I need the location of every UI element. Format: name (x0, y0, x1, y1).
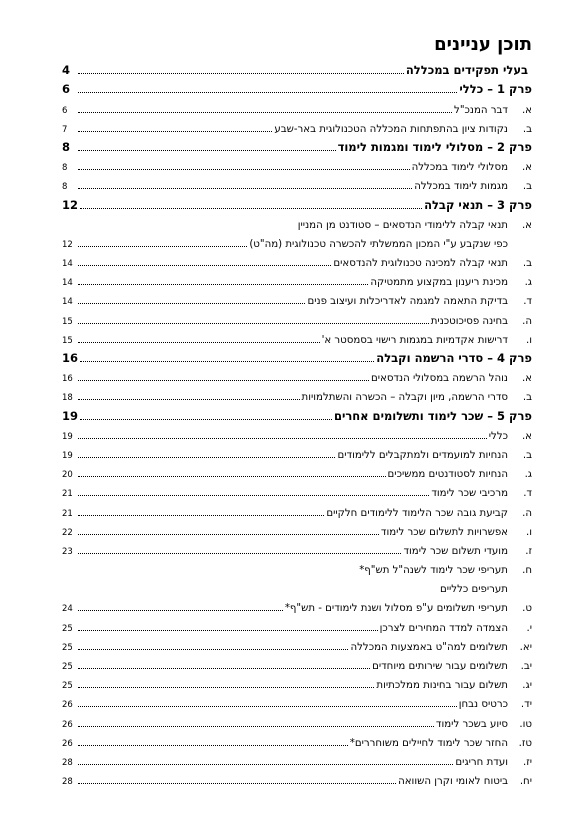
toc-entry-row (62, 499, 532, 518)
toc-page-number: 7 (62, 124, 68, 135)
toc-page-number: 21 (62, 489, 73, 500)
toc-entry-number: טז. (518, 737, 532, 749)
toc-entry-text: תשלומים למה"ט באמצעות המכללה (350, 641, 508, 653)
dot-leader (78, 686, 374, 688)
toc-entry-number: ב. (522, 123, 532, 135)
toc-page-number: 28 (62, 777, 73, 788)
toc-entry-text: כללי (488, 430, 508, 442)
dot-leader (78, 149, 336, 151)
toc-entry-text: מועדי תשלום שכר לימוד (403, 545, 508, 557)
toc-entry-number: א. (521, 162, 532, 174)
toc-entry-text: אפשרויות לתשלום שכר לימוד (380, 526, 508, 538)
dot-leader (78, 322, 429, 324)
toc-entry-number: א. (521, 104, 532, 116)
toc-entry-number: ב. (522, 181, 532, 193)
toc-page-number: 25 (62, 642, 73, 653)
dot-leader (78, 283, 368, 285)
toc-entry-row (62, 538, 532, 557)
toc-chapter-row (62, 403, 532, 422)
toc-page-number: 8 (62, 139, 71, 154)
toc-chapter-row (62, 58, 532, 77)
dot-leader (78, 437, 487, 439)
toc-entry-text: נקודות ציון בהתפתחות המכללה הטכנולוגית באר-שבע (274, 123, 508, 135)
toc-page-number: 26 (62, 738, 73, 749)
toc-entry-text: החזר שכר לימוד לחיילים משוחררים* (349, 737, 508, 749)
toc-entry-row (62, 154, 532, 173)
toc-entry-row (62, 672, 532, 691)
toc-page-number: 25 (62, 681, 73, 692)
toc-entry-number: ד. (523, 488, 532, 500)
toc-entry-row (62, 768, 532, 787)
toc-entry-text: תשלום עבור בחינות ממלכתיות (376, 680, 508, 692)
toc-entry-text: נוהל הרשמה במסלולי הנדסאים (370, 373, 508, 385)
toc-entry-number: יא. (519, 641, 532, 653)
toc-entry-text: תנאי קבלה למכינה טכנולוגית להנדסאים (333, 258, 508, 270)
dot-leader (78, 168, 410, 170)
toc-entry-number: ט. (522, 603, 532, 615)
dot-leader (78, 111, 452, 113)
dot-leader (78, 130, 272, 132)
dot-leader (78, 533, 379, 535)
toc-page-number: 12 (62, 197, 79, 212)
toc-entry-text: סדרי הרשמה וקבלה (376, 351, 484, 365)
toc-entry-number: ג. (524, 277, 532, 289)
toc-entry-row (62, 365, 532, 384)
toc-chapter-row (62, 346, 532, 365)
toc-entry-text: מכינת ריענון במקצוע מתמטיקה (370, 277, 508, 289)
dot-leader (78, 514, 324, 516)
toc-page-number: 25 (62, 662, 73, 672)
dot-leader (78, 379, 369, 381)
toc-page-number: 22 (62, 527, 73, 538)
dot-leader (78, 245, 247, 247)
toc-entry-number: ה. (522, 507, 532, 519)
toc-entry-text-continued: תעריפים כלליים (439, 584, 508, 596)
toc-entry-number: א. (521, 430, 532, 442)
toc-entry-text: מסלולי לימוד ומגמות לימוד (337, 139, 484, 154)
dot-leader (78, 72, 404, 74)
dot-leader (78, 264, 331, 266)
dot-leader (78, 302, 305, 304)
toc-entry-row (62, 288, 532, 307)
toc-entry-number: פרק 5 – (487, 408, 532, 423)
toc-entry-number: י. (526, 622, 532, 634)
toc-entry-row (62, 634, 532, 653)
toc-page-number: 21 (62, 508, 73, 519)
dot-leader (78, 667, 370, 669)
toc-entry-number: א. (521, 373, 532, 385)
toc-entry-row (62, 173, 532, 192)
toc-page-number: 26 (62, 700, 73, 711)
toc-entry-number: יז. (522, 756, 532, 768)
toc-entry-number: ח. (522, 565, 532, 577)
toc-entry-number: יח. (519, 776, 532, 788)
toc-entry-text: בחינה פסיכוטכנית (430, 315, 508, 327)
toc-entry-text: מגמות לימוד במכללה (414, 181, 508, 193)
toc-page-number: 24 (62, 604, 73, 615)
dot-leader (78, 187, 412, 189)
dot-leader (78, 341, 320, 343)
toc-entry-text: דבר המנכ"ל (454, 104, 508, 116)
dot-leader (78, 744, 348, 746)
toc-chapter-row (62, 77, 532, 96)
toc-entry-number: יד. (520, 699, 532, 711)
toc-page-number: 14 (62, 259, 73, 270)
toc-entry-text: שכר לימוד ותשלומים אחרים (333, 408, 484, 423)
dot-leader (78, 705, 457, 707)
toc-entry-text: תשלומים עבור שירותים מיוחדים (372, 661, 508, 672)
toc-entry-number: ו. (525, 526, 532, 538)
dot-leader (78, 763, 453, 765)
toc-page-number: 19 (62, 408, 79, 423)
dot-leader (80, 207, 422, 209)
toc-page-number: 8 (62, 163, 68, 174)
dot-leader (78, 629, 378, 631)
dot-leader (78, 456, 335, 458)
toc-entry-number: יב. (520, 661, 532, 672)
toc-entry-number: פרק 2 – (487, 139, 532, 154)
toc-entry-row (62, 653, 532, 672)
dot-leader (80, 418, 332, 420)
toc-chapter-row (62, 135, 532, 154)
toc-entry-row (62, 307, 532, 326)
toc-entry-text: הנחיות למועמדים ולמתקבלים ללימודים (337, 449, 508, 461)
toc-page-number: 16 (62, 351, 79, 365)
toc-entry-text: ביטוח לאומי וקרן השוואה (398, 776, 508, 788)
toc-page-number: 4 (62, 63, 71, 78)
toc-entry-number: ה. (522, 315, 532, 327)
toc-page-number: 6 (62, 105, 68, 116)
toc-entry-text: מסלולי לימוד במכללה (411, 162, 508, 174)
toc-page-number: 8 (62, 182, 68, 193)
toc-entry-number: פרק 3 – (487, 197, 532, 212)
toc-entry-number: פרק 4 – (487, 351, 532, 365)
toc-entry-text: הנחיות לסטודנטים ממשיכים (387, 469, 508, 481)
toc-entry-row (62, 614, 532, 633)
dot-leader (78, 494, 429, 496)
toc-entry-number: טו. (519, 718, 532, 730)
toc-entry-text: סיוע בשכר לימוד (435, 718, 508, 730)
toc-entry-text: בעלי תפקידים במכללה (405, 63, 528, 78)
dot-leader (78, 725, 434, 727)
toc-entry-text: דרישות אקדמיות במגמות רישוי בסמסטר א' (321, 334, 508, 346)
toc-entry-number: ב. (522, 449, 532, 461)
toc-page-number: 14 (62, 278, 73, 289)
dot-leader (78, 475, 386, 477)
toc-entry-row (62, 327, 532, 346)
toc-entry-row (62, 269, 532, 288)
toc-entry-text: קביעת גובה שכר הלימוד ללימודים חלקיים (326, 507, 508, 519)
dot-leader (78, 91, 457, 93)
toc-entry-text: הצמדה למדד המחירים לצרכן (379, 622, 508, 634)
toc-entry-text: תנאי קבלה ללימודי הנדסאים – סטודנט מן המניין (297, 219, 508, 231)
toc-page-number: 15 (62, 335, 73, 346)
dot-leader (78, 782, 396, 784)
toc-entry-row (62, 461, 532, 480)
toc-entry-text: תעריפי שכר לימוד לשנה"ל תש"ף* (359, 565, 508, 577)
dot-leader (78, 609, 283, 611)
toc-entry-number: פרק 1 – (487, 82, 532, 97)
toc-entry-row (62, 96, 532, 115)
toc-page-number: 28 (62, 757, 73, 768)
toc-entry-row (62, 212, 532, 250)
toc-entry-number: ו. (525, 334, 532, 346)
toc-page-number: 6 (62, 82, 71, 97)
toc-page-number: 14 (62, 297, 73, 308)
dot-leader (80, 360, 374, 362)
toc-page-number: 25 (62, 623, 73, 634)
toc-page-number: 23 (62, 546, 73, 557)
dot-leader (78, 648, 348, 650)
toc-entry-row (62, 423, 532, 442)
toc-chapter-row (62, 192, 532, 211)
toc-entry-text: בדיקת התאמה למגמה לאדריכלות ועיצוב פנים (307, 296, 508, 308)
toc-entry-number: יג. (522, 680, 532, 692)
toc-entry-text: סדרי הרשמה, מיון וקבלה – הכשרה והשתלמויות (301, 392, 508, 404)
toc-entry-text: תנאי קבלה (424, 197, 484, 212)
toc-entry-row (62, 250, 532, 269)
toc-entry-number: א. (521, 219, 532, 231)
toc-entry-row (62, 480, 532, 499)
toc-entry-number: ג. (524, 469, 532, 481)
page-title: תוכן עניינים (434, 34, 532, 55)
toc-entry-text-continued: כפי שנקבע ע"י המכון הממשלתי להכשרה טכנולוגית (מה"ט) (249, 238, 508, 250)
toc-entry-row (62, 691, 532, 710)
toc-entry-row (62, 442, 532, 461)
toc-entry-number: ב. (522, 258, 532, 270)
toc-entry-row (62, 749, 532, 768)
toc-page-number: 16 (62, 374, 73, 385)
dot-leader (78, 398, 300, 400)
toc-entry-text: מרכיבי שכר לימוד (431, 488, 508, 500)
table-of-contents (62, 58, 532, 787)
toc-page-number: 15 (62, 316, 73, 327)
toc-entry-text: ועדת חריגים (455, 756, 508, 768)
toc-page-number: 18 (62, 393, 73, 404)
dot-leader (78, 552, 401, 554)
toc-entry-text: כרטיס נבחן (458, 699, 508, 711)
toc-entry-number: ז. (525, 545, 532, 557)
toc-page-number: 20 (62, 470, 73, 481)
toc-entry-row (62, 730, 532, 749)
toc-entry-text: תעריפי תשלומים ע"פ מסלול ושנת לימודים - תש"ף* (284, 603, 508, 615)
toc-entry-text: כללי (459, 82, 484, 97)
toc-entry-number: ב. (522, 392, 532, 404)
toc-entry-row (62, 116, 532, 135)
toc-page-number: 12 (62, 239, 73, 250)
toc-entry-row (62, 595, 532, 614)
toc-entry-row (62, 519, 532, 538)
toc-entry-row (62, 557, 532, 595)
toc-entry-number: ד. (523, 296, 532, 308)
toc-page-number: 19 (62, 431, 73, 442)
toc-page-number: 26 (62, 719, 73, 730)
toc-entry-row (62, 384, 532, 403)
toc-page-number: 19 (62, 450, 73, 461)
toc-entry-row (62, 710, 532, 729)
